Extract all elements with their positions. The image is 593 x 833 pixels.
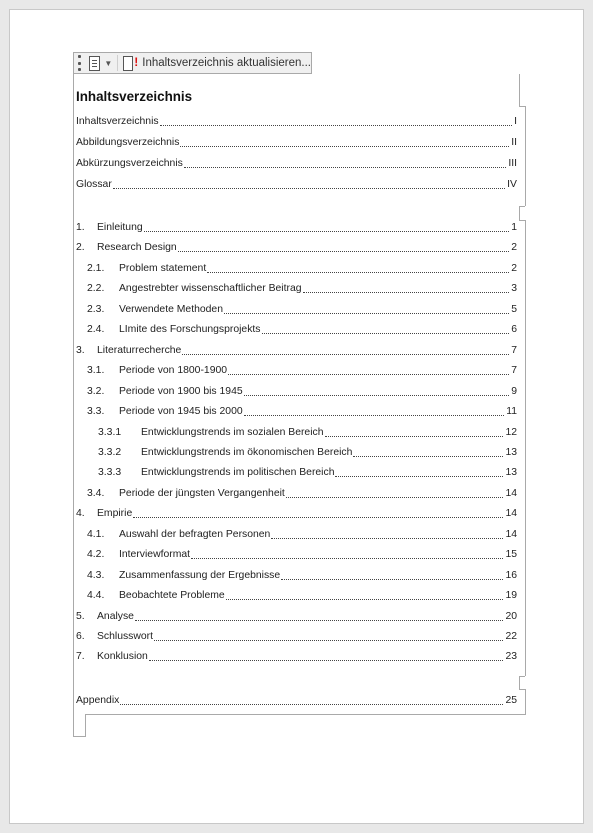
toc-entry-number: 2.1. (87, 263, 105, 274)
toc-entry-page-number: 1 (511, 222, 517, 233)
toc-entry-text: Analyse (97, 611, 134, 622)
toc-entry-page-number: II (511, 137, 517, 148)
toc-entry-text: Schlusswort (97, 631, 154, 642)
toc-entry[interactable] (76, 364, 517, 378)
toc-entry-page-number: 14 (505, 508, 517, 519)
toc-entry-page-number: 5 (511, 304, 517, 315)
toc-entry[interactable] (76, 115, 517, 129)
toc-entry-page-number: 13 (505, 447, 517, 458)
toc-dot-leader (113, 188, 505, 189)
toc-entry[interactable] (76, 405, 517, 419)
toc-entry-text: LImite des Forschungsprojekts (119, 324, 261, 335)
toc-entry-text: Periode der jüngsten Vergangenheit (119, 488, 285, 499)
toc-entry-page-number: 9 (511, 386, 517, 397)
toc-entry[interactable] (76, 650, 517, 664)
toc-entry[interactable] (76, 466, 517, 480)
toc-entry-text: Entwicklungstrends im ökonomischen Bereich (141, 447, 353, 458)
toc-entry[interactable] (76, 241, 517, 255)
toolbar-separator (117, 55, 118, 71)
toc-entry-number: 1. (76, 222, 85, 233)
update-toc-icon (123, 56, 133, 71)
toc-entry-page-number: 2 (511, 263, 517, 274)
toc-entry-text: Empirie (97, 508, 133, 519)
toc-entry[interactable] (76, 136, 517, 150)
toc-entry-text: Zusammenfassung der Ergebnisse (119, 570, 281, 581)
toc-entry[interactable] (76, 528, 517, 542)
toc-dot-leader (244, 395, 510, 396)
toc-entry-number: 3. (76, 345, 85, 356)
toc-entry-number: 4.1. (87, 529, 105, 540)
toc-entry[interactable] (76, 694, 517, 708)
toc-entry[interactable] (76, 487, 517, 501)
toc-dot-leader (224, 313, 509, 314)
toc-entry-number: 4. (76, 508, 85, 519)
toc-dot-leader (135, 620, 503, 621)
toc-entry-number: 4.2. (87, 549, 105, 560)
toc-entry-page-number: 14 (505, 488, 517, 499)
toc-entry-page-number: 19 (505, 590, 517, 601)
toc-dot-leader (286, 497, 504, 498)
toc-entry-number: 2.2. (87, 283, 105, 294)
toc-entry-page-number: 7 (511, 365, 517, 376)
toc-dot-leader (160, 125, 513, 126)
toc-dot-leader (303, 292, 510, 293)
toc-entry-text: Literaturrecherche (97, 345, 182, 356)
toc-entry-text: Entwicklungstrends im politischen Bereich (141, 467, 335, 478)
toc-entry-text: Periode von 1945 bis 2000 (119, 406, 243, 417)
toc-dot-leader (271, 538, 503, 539)
toc-menu-icon[interactable] (89, 56, 100, 71)
toc-dot-leader (182, 354, 509, 355)
toc-entry[interactable] (76, 178, 517, 192)
toc-entry-number: 3.3.1 (98, 427, 122, 438)
toc-entry-number: 3.3.3 (98, 467, 122, 478)
toc-entry[interactable] (76, 610, 517, 624)
toc-entry-page-number: 13 (505, 467, 517, 478)
toc-entry-number: 3.3. (87, 406, 105, 417)
toc-dot-leader (325, 436, 504, 437)
toc-entry-page-number: 16 (505, 570, 517, 581)
drag-handle-icon[interactable] (78, 55, 83, 71)
toc-entry-page-number: 2 (511, 242, 517, 253)
toc-entry-number: 3.2. (87, 386, 105, 397)
toc-entry-page-number: 15 (505, 549, 517, 560)
toc-entry[interactable] (76, 282, 517, 296)
toc-entry[interactable] (76, 385, 517, 399)
toc-entry-text: Appendix (76, 695, 120, 706)
toc-entry[interactable] (76, 157, 517, 171)
toc-entry-number: 4.4. (87, 590, 105, 601)
toc-dot-leader (149, 660, 504, 661)
toc-dot-leader (133, 517, 503, 518)
toc-dot-leader (335, 476, 503, 477)
toc-entry-number: 3.4. (87, 488, 105, 499)
toc-dot-leader (353, 456, 503, 457)
toc-entry[interactable] (76, 262, 517, 276)
toc-entry-number: 3.1. (87, 365, 105, 376)
toc-dot-leader (144, 231, 510, 232)
toc-dot-leader (262, 333, 510, 334)
toc-entry-page-number: 25 (505, 695, 517, 706)
toc-entry-text: Entwicklungstrends im sozialen Bereich (141, 427, 324, 438)
toc-dot-leader (244, 415, 505, 416)
toc-entry-text: Research Design (97, 242, 177, 253)
toc-entry-number: 2.3. (87, 304, 105, 315)
toc-entry-text: Einleitung (97, 222, 143, 233)
toc-entry[interactable] (76, 446, 517, 460)
toc-entry-text: Auswahl der befragten Personen (119, 529, 271, 540)
toc-entry-number: 7. (76, 651, 85, 662)
toc-entry-page-number: 11 (506, 406, 517, 417)
toc-entry-text: Abkürzungsverzeichnis (76, 158, 183, 169)
toc-entry-page-number: III (508, 158, 517, 169)
toc-entry-text: Interviewformat (119, 549, 191, 560)
toc-entry[interactable] (76, 548, 517, 562)
toc-entry-number: 5. (76, 611, 85, 622)
toc-entry-text: Konklusion (97, 651, 148, 662)
toc-entry-number: 4.3. (87, 570, 105, 581)
toc-entry-text: Abbildungsverzeichnis (76, 137, 180, 148)
toc-dot-leader (184, 167, 506, 168)
toc-title: Inhaltsverzeichnis (76, 89, 193, 104)
toc-entry-number: 2. (76, 242, 85, 253)
toc-dot-leader (154, 640, 503, 641)
toc-entry-text: Verwendete Methoden (119, 304, 223, 315)
toc-entry-text: Inhaltsverzeichnis (76, 116, 159, 127)
toc-entry-text: Beobachtete Probleme (119, 590, 225, 601)
toc-entry[interactable] (76, 507, 517, 521)
toc-dot-leader (228, 374, 509, 375)
toc-entry-page-number: 7 (511, 345, 517, 356)
toc-entry-page-number: I (514, 116, 517, 127)
toc-entry-number: 6. (76, 631, 85, 642)
toc-entry-page-number: 14 (505, 529, 517, 540)
toc-dot-leader (207, 272, 509, 273)
toc-entry-text: Problem statement (119, 263, 207, 274)
toc-dot-leader (178, 251, 510, 252)
toc-dot-leader (191, 558, 503, 559)
chevron-down-icon[interactable]: ▼ (104, 58, 113, 68)
toc-entry-page-number: 3 (511, 283, 517, 294)
toc-entry-number: 2.4. (87, 324, 105, 335)
toc-entry[interactable] (76, 221, 517, 235)
toc-entry[interactable] (76, 303, 517, 317)
toc-entry[interactable] (76, 323, 517, 337)
toc-entry[interactable] (76, 630, 517, 644)
toc-entry[interactable] (76, 569, 517, 583)
toc-entry-page-number: 6 (511, 324, 517, 335)
toc-dot-leader (120, 704, 503, 705)
toc-entry-text: Angestrebter wissenschaftlicher Beitrag (119, 283, 302, 294)
toc-entry[interactable] (76, 426, 517, 440)
toc-entry-text: Periode von 1900 bis 1945 (119, 386, 243, 397)
toc-entry-page-number: 22 (505, 631, 517, 642)
toc-entry[interactable] (76, 344, 517, 358)
content-control-toolbar (73, 52, 312, 74)
toc-entry-text: Periode von 1800-1900 (119, 365, 228, 376)
toc-entry-number: 3.3.2 (98, 447, 122, 458)
toc-entry-page-number: 20 (505, 611, 517, 622)
update-toc-button[interactable]: Inhaltsverzeichnis aktualisieren... (142, 57, 311, 69)
toc-entry-text: Glossar (76, 179, 112, 190)
toc-entry[interactable] (76, 589, 517, 603)
toc-dot-leader (180, 146, 509, 147)
toc-entry-page-number: 23 (505, 651, 517, 662)
toc-entry-page-number: IV (507, 179, 517, 190)
toc-entry-page-number: 12 (505, 427, 517, 438)
toc-dot-leader (281, 579, 503, 580)
toc-dot-leader (226, 599, 504, 600)
